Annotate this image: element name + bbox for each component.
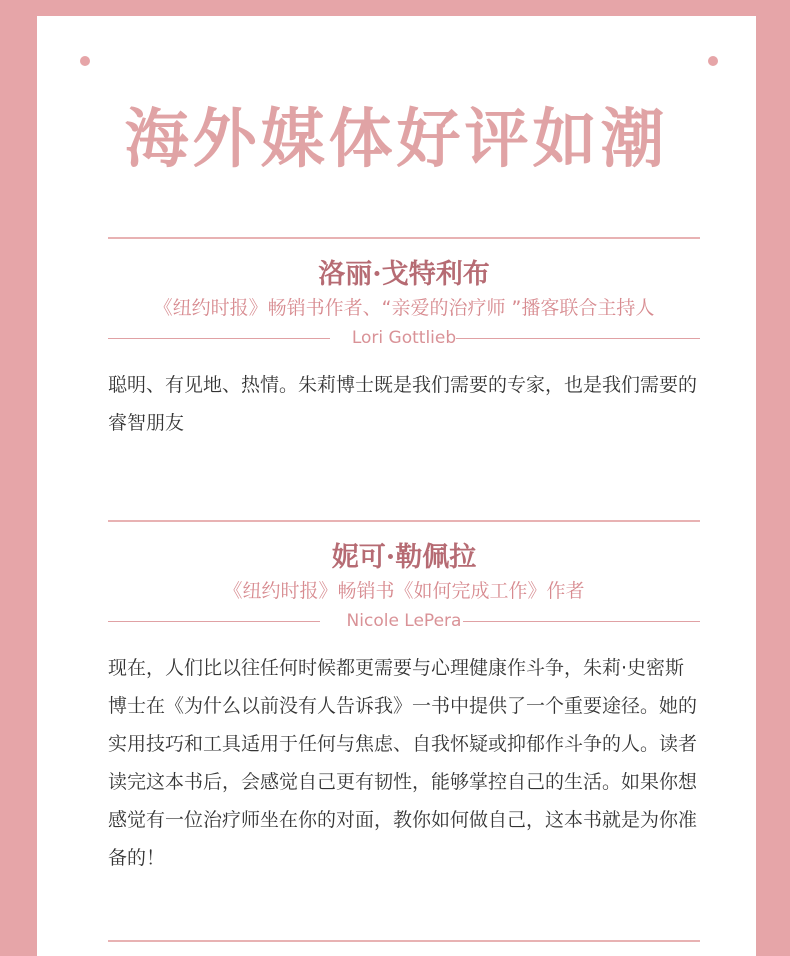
hanger-ring-icon bbox=[706, 54, 720, 68]
hanger-ring-icon bbox=[78, 54, 92, 68]
review-section-3 bbox=[108, 940, 700, 942]
review-card bbox=[37, 16, 756, 956]
divider bbox=[108, 520, 700, 522]
page-title: 海外媒体好评如潮 bbox=[124, 102, 669, 177]
reviewer-english-name: Nicole LePera bbox=[346, 611, 462, 631]
reviewer-name: 洛丽·戈特利布 bbox=[318, 259, 490, 290]
reviewer-english-name: Lori Gottlieb bbox=[351, 328, 457, 348]
review-quote: 聪明、有见地、热情。朱莉博士既是我们需要的专家，也是我们需要的睿智朋友 bbox=[108, 374, 698, 434]
reviewer-title: 《纽约时报》畅销书《如何完成工作》作者 bbox=[223, 580, 585, 602]
divider bbox=[108, 940, 700, 942]
reviewer-name: 妮可·勒佩拉 bbox=[331, 542, 477, 573]
english-name-row bbox=[108, 328, 700, 348]
review-section-1 bbox=[108, 237, 700, 442]
right-hanger bbox=[706, 16, 720, 72]
review-quote: 现在，人们比以往任何时候都更需要与心理健康作斗争，朱莉·史密斯博士在《为什么以前没有人告诉我》一书中提供了一个重要途径。她的实用技巧和工具适用于任何与焦虑、自我怀疑或抑郁作斗争的人。读者读完这本书后，会感觉自己更有韧性，能够掌控自己的生活。如果你想感觉有一位治疗师坐在你的对面，教你如何做自己，这本书就是为你准备的！ bbox=[108, 657, 698, 869]
left-hanger bbox=[78, 16, 92, 72]
divider bbox=[108, 237, 700, 239]
review-section-2 bbox=[108, 520, 700, 877]
english-name-row bbox=[108, 611, 700, 631]
reviewer-title: 《纽约时报》畅销书作者、“亲爱的治疗师 ”播客联合主持人 bbox=[153, 297, 655, 319]
